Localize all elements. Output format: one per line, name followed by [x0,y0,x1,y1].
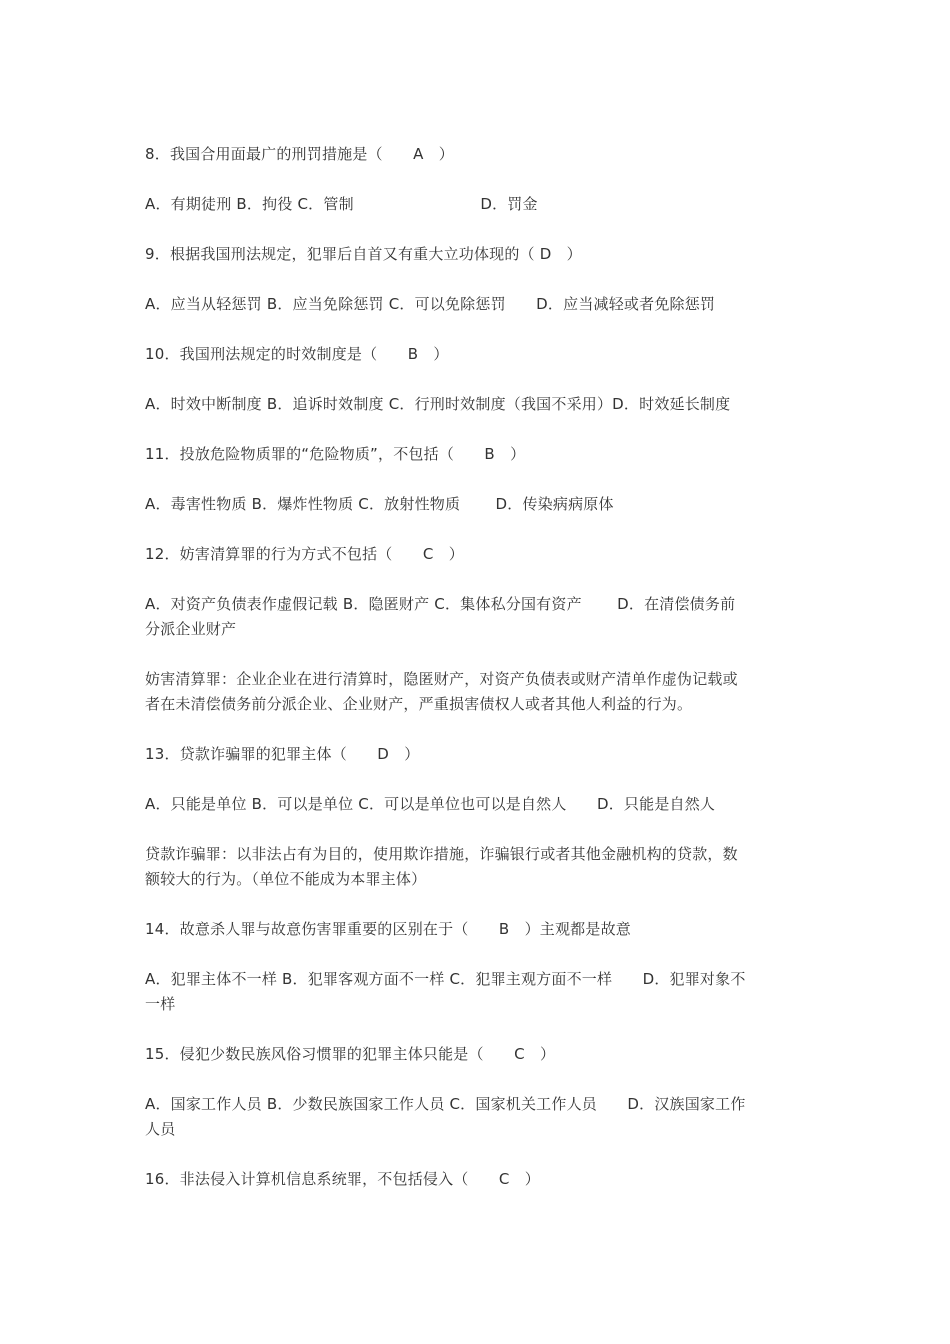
question-14 [145,917,810,942]
explanation-text: 妨害清算罪：企业企业在进行清算时，隐匿财产，对资产负债表或财产清单作虚伪记载或 [145,670,738,688]
document-page [145,142,810,1217]
explanation-text-continued: 额较大的行为。（单位不能成为本罪主体） [145,870,427,888]
options-11 [145,492,810,517]
options-text: A．应当从轻惩罚 B．应当免除惩罚 C．可以免除惩罚 D．应当减轻或者免除惩罚 [145,295,716,313]
question-text: 15．侵犯少数民族风俗习惯罪的犯罪主体只能是（ C ） [145,1045,556,1063]
options-text: A．国家工作人员 B．少数民族国家工作人员 C．国家机关工作人员 D．汉族国家工作 [145,1095,746,1113]
options-8 [145,192,810,217]
question-16 [145,1167,810,1192]
options-text: A．犯罪主体不一样 B．犯罪客观方面不一样 C．犯罪主观方面不一样 D．犯罪对象不 [145,970,746,988]
question-text: 13．贷款诈骗罪的犯罪主体（ D ） [145,745,420,763]
explanation-text-continued: 者在未清偿债务前分派企业、企业财产，严重损害债权人或者其他人利益的行为。 [145,695,693,713]
explanation-text: 贷款诈骗罪：以非法占有为目的，使用欺诈措施，诈骗银行或者其他金融机构的贷款，数 [145,845,738,863]
question-text: 9．根据我国刑法规定，犯罪后自首又有重大立功体现的（ D ） [145,245,582,263]
question-8 [145,142,810,167]
options-12 [145,592,810,642]
question-text: 16．非法侵入计算机信息系统罪，不包括侵入（ C ） [145,1170,540,1188]
options-9 [145,292,810,317]
options-13 [145,792,810,817]
options-text: A．毒害性物质 B．爆炸性物质 C．放射性物质 D．传染病病原体 [145,495,614,513]
options-text-continued: 人员 [145,1120,176,1138]
question-11 [145,442,810,467]
options-text: A．对资产负债表作虚假记载 B．隐匿财产 C．集体私分国有资产 D．在清偿债务前 [145,595,736,613]
question-10 [145,342,810,367]
options-text: A．时效中断制度 B．追诉时效制度 C．行刑时效制度（我国不采用）D．时效延长制度 [145,395,731,413]
question-12 [145,542,810,567]
options-15 [145,1092,810,1142]
explanation-13 [145,842,810,892]
question-text: 8．我国合用面最广的刑罚措施是（ A ） [145,145,455,163]
question-text: 11．投放危险物质罪的“危险物质”，不包括（ B ） [145,445,526,463]
options-text-continued: 分派企业财产 [145,620,237,638]
options-text-continued: 一样 [145,995,176,1013]
options-10 [145,392,810,417]
explanation-12 [145,667,810,717]
question-text: 14．故意杀人罪与故意伤害罪重要的区别在于（ B ）主观都是故意 [145,920,631,938]
question-15 [145,1042,810,1067]
options-14 [145,967,810,1017]
question-text: 12．妨害清算罪的行为方式不包括（ C ） [145,545,464,563]
options-text: A．只能是单位 B．可以是单位 C．可以是单位也可以是自然人 D．只能是自然人 [145,795,716,813]
question-text: 10．我国刑法规定的时效制度是（ B ） [145,345,449,363]
question-13 [145,742,810,767]
options-text: A．有期徒刑 B．拘役 C．管制 D．罚金 [145,195,538,213]
question-9 [145,242,810,267]
